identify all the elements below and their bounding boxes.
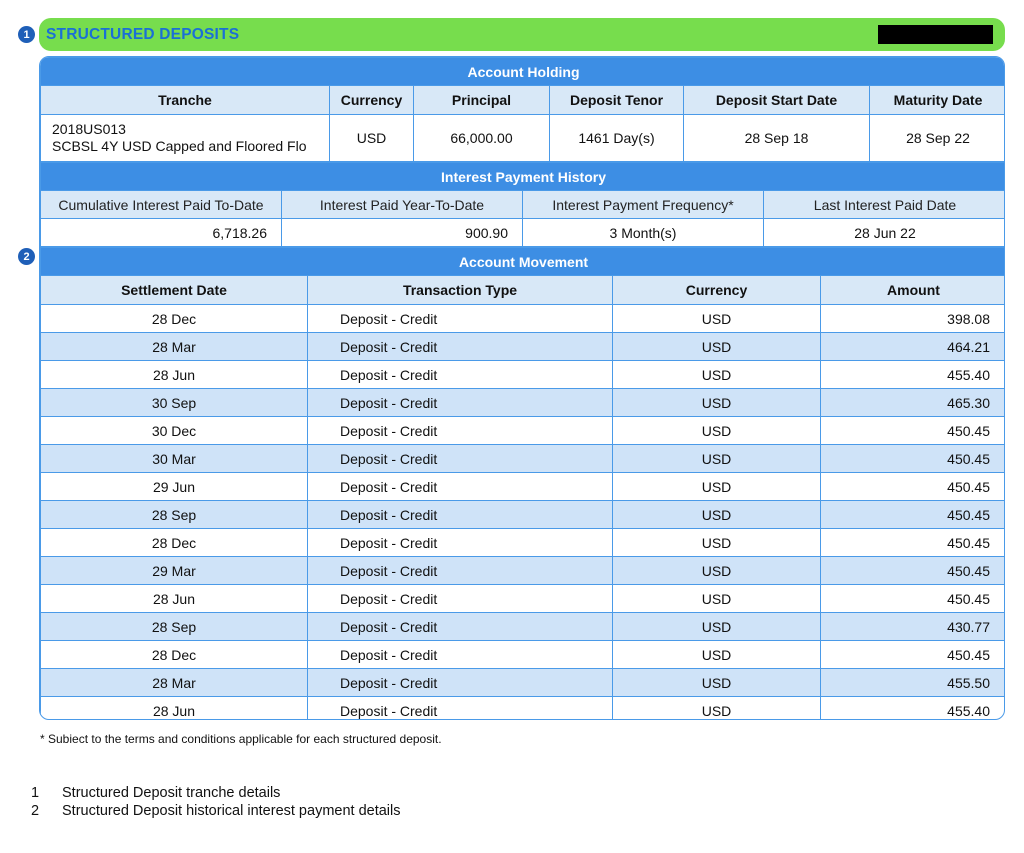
transaction-type-cell: Deposit - Credit bbox=[308, 417, 613, 445]
table-row bbox=[41, 501, 1006, 529]
deposit-panel bbox=[39, 56, 1005, 720]
currency-cell: USD bbox=[613, 305, 821, 333]
interest-history-table bbox=[40, 162, 1005, 247]
settlement-date-cell: 28 Jun bbox=[41, 585, 308, 613]
header-settlement-date: Settlement Date bbox=[41, 276, 308, 305]
amount-cell: 464.21 bbox=[821, 333, 1006, 361]
table-row bbox=[41, 529, 1006, 557]
currency-cell: USD bbox=[613, 445, 821, 473]
header-movement-currency: Currency bbox=[613, 276, 821, 305]
footnote: * Subiect to the terms and conditions applicable for each structured deposit. bbox=[40, 732, 442, 746]
movement-rows bbox=[41, 305, 1006, 721]
currency-cell: USD bbox=[613, 557, 821, 585]
transaction-type-cell: Deposit - Credit bbox=[308, 557, 613, 585]
table-row bbox=[41, 417, 1006, 445]
currency-cell: USD bbox=[613, 585, 821, 613]
settlement-date-cell: 30 Dec bbox=[41, 417, 308, 445]
currency-cell: USD bbox=[613, 333, 821, 361]
currency-cell: USD bbox=[613, 669, 821, 697]
account-holding-title: Account Holding bbox=[41, 58, 1006, 86]
amount-cell: 455.40 bbox=[821, 361, 1006, 389]
payment-frequency-value: 3 Month(s) bbox=[523, 219, 764, 247]
redacted-block bbox=[878, 25, 993, 44]
table-row bbox=[41, 613, 1006, 641]
table-row bbox=[41, 669, 1006, 697]
transaction-type-cell: Deposit - Credit bbox=[308, 529, 613, 557]
header-amount: Amount bbox=[821, 276, 1006, 305]
interest-history-title: Interest Payment History bbox=[41, 163, 1006, 191]
table-row bbox=[41, 473, 1006, 501]
amount-cell: 430.77 bbox=[821, 613, 1006, 641]
settlement-date-cell: 28 Mar bbox=[41, 333, 308, 361]
header-transaction-type: Transaction Type bbox=[308, 276, 613, 305]
tranche-code: 2018US013 bbox=[52, 121, 126, 137]
amount-cell: 450.45 bbox=[821, 501, 1006, 529]
header-currency: Currency bbox=[330, 86, 414, 115]
account-movement-table bbox=[40, 247, 1005, 720]
section-marker-1: 1 bbox=[18, 26, 35, 43]
structured-deposits-banner bbox=[39, 18, 1005, 51]
account-movement-title: Account Movement bbox=[41, 248, 1006, 276]
transaction-type-cell: Deposit - Credit bbox=[308, 473, 613, 501]
header-maturity-date: Maturity Date bbox=[870, 86, 1006, 115]
cumulative-interest-value: 6,718.26 bbox=[41, 219, 282, 247]
table-row bbox=[41, 389, 1006, 417]
amount-cell: 450.45 bbox=[821, 641, 1006, 669]
table-row bbox=[41, 333, 1006, 361]
table-row bbox=[41, 557, 1006, 585]
currency-cell: USD bbox=[613, 529, 821, 557]
settlement-date-cell: 29 Mar bbox=[41, 557, 308, 585]
transaction-type-cell: Deposit - Credit bbox=[308, 697, 613, 721]
table-row bbox=[41, 641, 1006, 669]
header-interest-ytd: Interest Paid Year-To-Date bbox=[282, 191, 523, 219]
header-deposit-start-date: Deposit Start Date bbox=[684, 86, 870, 115]
holding-maturity-date: 28 Sep 22 bbox=[870, 115, 1006, 162]
note-text: Structured Deposit historical interest payment details bbox=[62, 803, 401, 819]
last-paid-date-value: 28 Jun 22 bbox=[764, 219, 1006, 247]
table-row bbox=[41, 585, 1006, 613]
currency-cell: USD bbox=[613, 641, 821, 669]
transaction-type-cell: Deposit - Credit bbox=[308, 361, 613, 389]
settlement-date-cell: 28 Sep bbox=[41, 613, 308, 641]
notes-list bbox=[31, 784, 401, 820]
settlement-date-cell: 28 Dec bbox=[41, 305, 308, 333]
settlement-date-cell: 30 Sep bbox=[41, 389, 308, 417]
settlement-date-cell: 28 Sep bbox=[41, 501, 308, 529]
transaction-type-cell: Deposit - Credit bbox=[308, 585, 613, 613]
header-last-paid-date: Last Interest Paid Date bbox=[764, 191, 1006, 219]
table-row bbox=[41, 361, 1006, 389]
table-row bbox=[41, 305, 1006, 333]
transaction-type-cell: Deposit - Credit bbox=[308, 613, 613, 641]
amount-cell: 450.45 bbox=[821, 445, 1006, 473]
amount-cell: 450.45 bbox=[821, 473, 1006, 501]
transaction-type-cell: Deposit - Credit bbox=[308, 641, 613, 669]
holding-currency: USD bbox=[330, 115, 414, 162]
transaction-type-cell: Deposit - Credit bbox=[308, 333, 613, 361]
settlement-date-cell: 28 Jun bbox=[41, 361, 308, 389]
note-text: Structured Deposit tranche details bbox=[62, 785, 281, 801]
section-marker-2: 2 bbox=[18, 248, 35, 265]
transaction-type-cell: Deposit - Credit bbox=[308, 669, 613, 697]
account-holding-table bbox=[40, 57, 1005, 162]
header-cumulative-interest: Cumulative Interest Paid To-Date bbox=[41, 191, 282, 219]
amount-cell: 450.45 bbox=[821, 417, 1006, 445]
settlement-date-cell: 30 Mar bbox=[41, 445, 308, 473]
header-payment-frequency: Interest Payment Frequency* bbox=[523, 191, 764, 219]
note-number: 1 bbox=[31, 785, 40, 801]
amount-cell: 465.30 bbox=[821, 389, 1006, 417]
amount-cell: 398.08 bbox=[821, 305, 1006, 333]
transaction-type-cell: Deposit - Credit bbox=[308, 445, 613, 473]
tranche-name: SCBSL 4Y USD Capped and Floored Flo bbox=[52, 138, 307, 154]
holding-start-date: 28 Sep 18 bbox=[684, 115, 870, 162]
header-tranche: Tranche bbox=[41, 86, 330, 115]
currency-cell: USD bbox=[613, 613, 821, 641]
note-number: 2 bbox=[31, 803, 40, 819]
amount-cell: 450.45 bbox=[821, 529, 1006, 557]
currency-cell: USD bbox=[613, 361, 821, 389]
holding-principal: 66,000.00 bbox=[414, 115, 550, 162]
holding-tenor: 1461 Day(s) bbox=[550, 115, 684, 162]
currency-cell: USD bbox=[613, 473, 821, 501]
amount-cell: 450.45 bbox=[821, 557, 1006, 585]
transaction-type-cell: Deposit - Credit bbox=[308, 389, 613, 417]
table-row bbox=[41, 697, 1006, 721]
settlement-date-cell: 28 Jun bbox=[41, 697, 308, 721]
table-row bbox=[41, 445, 1006, 473]
amount-cell: 455.50 bbox=[821, 669, 1006, 697]
currency-cell: USD bbox=[613, 389, 821, 417]
settlement-date-cell: 28 Dec bbox=[41, 529, 308, 557]
transaction-type-cell: Deposit - Credit bbox=[308, 305, 613, 333]
currency-cell: USD bbox=[613, 501, 821, 529]
amount-cell: 450.45 bbox=[821, 585, 1006, 613]
banner-title: STRUCTURED DEPOSITS bbox=[46, 26, 240, 43]
currency-cell: USD bbox=[613, 417, 821, 445]
interest-history-row bbox=[41, 219, 1006, 247]
settlement-date-cell: 29 Jun bbox=[41, 473, 308, 501]
transaction-type-cell: Deposit - Credit bbox=[308, 501, 613, 529]
settlement-date-cell: 28 Dec bbox=[41, 641, 308, 669]
account-holding-row bbox=[41, 115, 1006, 162]
header-principal: Principal bbox=[414, 86, 550, 115]
interest-ytd-value: 900.90 bbox=[282, 219, 523, 247]
header-deposit-tenor: Deposit Tenor bbox=[550, 86, 684, 115]
amount-cell: 455.40 bbox=[821, 697, 1006, 721]
note-item bbox=[31, 784, 401, 802]
note-item bbox=[31, 802, 401, 820]
currency-cell: USD bbox=[613, 697, 821, 721]
tranche-cell bbox=[41, 115, 330, 162]
settlement-date-cell: 28 Mar bbox=[41, 669, 308, 697]
